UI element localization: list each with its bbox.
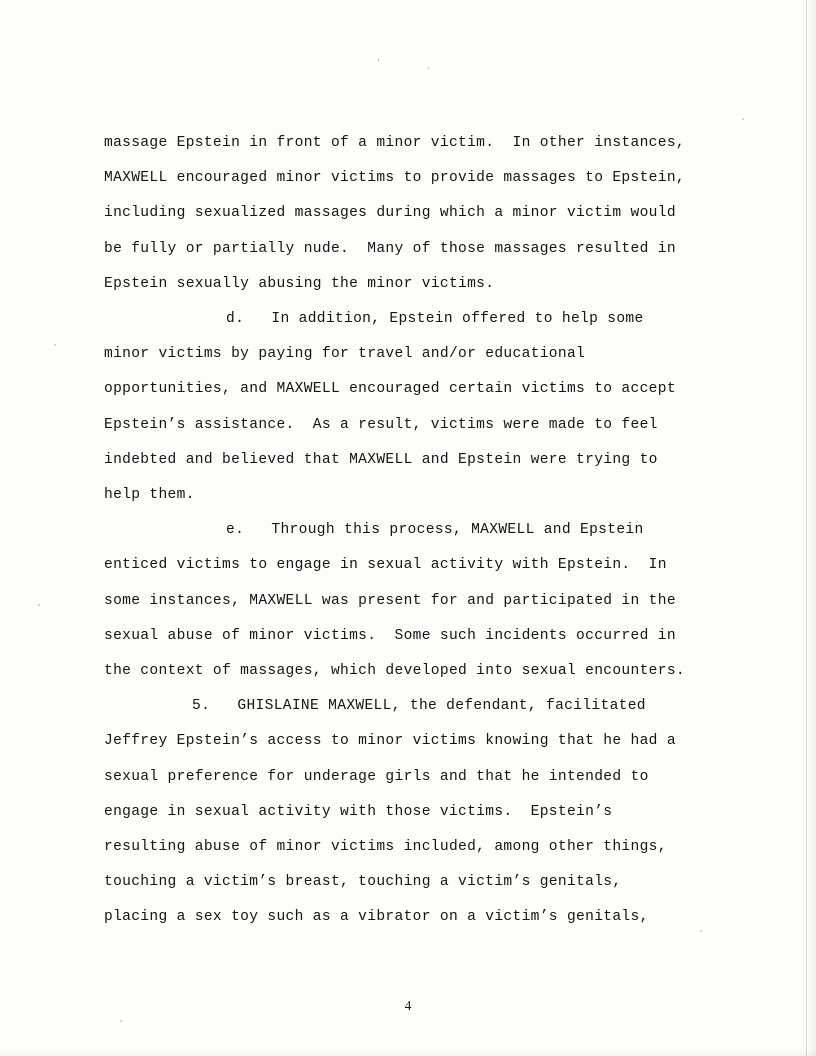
text-line: touching a victim’s breast, touching a victim’s genitals, [104,874,622,891]
text-line-first [104,698,646,714]
scan-speck [742,118,744,120]
text-line: massage Epstein in front of a minor victim. In other instances, [104,135,685,151]
text-line: opportunities, and MAXWELL encouraged certain victims to accept [104,381,676,398]
paragraph-label-e: e. [226,522,245,539]
scan-speck [120,1020,122,1022]
text-line: the context of massages, which developed into sexual encounters. [104,663,685,680]
text-line: sexual abuse of minor victims. Some such incidents occurred in [104,627,676,644]
text-line-first [104,522,644,538]
text-line: Through this process, MAXWELL and Epstein [271,522,644,539]
text-line: enticed victims to engage in sexual activity with Epstein. In [104,557,667,574]
scan-mark-left: ' [376,58,382,68]
text-line: be fully or partially nude. Many of those massages resulted in [104,240,676,257]
text-line: Epstein’s assistance. As a result, victims were made to feel [104,416,658,433]
paragraph-continuation [104,126,704,302]
text-line: minor victims by paying for travel and/or educational [104,346,586,363]
paragraph-5 [104,689,704,935]
text-line: placing a sex toy such as a vibrator on a victim’s genitals, [104,909,649,926]
scan-mark-right: . [426,62,432,72]
text-line: sexual preference for underage girls and that he intended to [104,768,649,785]
scan-artifact-marks [370,58,450,72]
document-body [104,126,704,936]
text-line: In addition, Epstein offered to help some [271,311,644,328]
paragraph-label-gap [210,698,237,714]
paragraph-label-gap [244,311,271,327]
text-line: MAXWELL encouraged minor victims to provide massages to Epstein, [104,170,685,187]
text-line: Jeffrey Epstein’s access to minor victims knowing that he had a [104,733,676,750]
paragraph-e [104,513,704,689]
text-line: indebted and believed that MAXWELL and Epstein were trying to [104,451,658,468]
text-line: Epstein sexually abusing the minor victims. [104,275,495,292]
scan-edge-right [806,0,816,1056]
text-line: some instances, MAXWELL was present for and participated in the [104,592,676,609]
scan-speck [54,344,56,346]
text-line: including sexualized massages during which a minor victim would [104,205,676,222]
text-line: resulting abuse of minor victims included, among other things, [104,839,667,856]
text-line-first [104,311,644,327]
paragraph-label-5: 5. [192,698,211,715]
scan-edge-bottom [0,1049,816,1056]
text-line: GHISLAINE MAXWELL, the defendant, facilitated [237,698,646,715]
text-line: engage in sexual activity with those victims. Epstein’s [104,803,613,820]
paragraph-d [104,302,704,513]
paragraph-label-d: d. [226,311,245,328]
page-number: 4 [404,998,412,1013]
scan-speck [38,604,40,606]
text-line: help them. [104,487,195,504]
paragraph-label-gap [244,522,271,538]
